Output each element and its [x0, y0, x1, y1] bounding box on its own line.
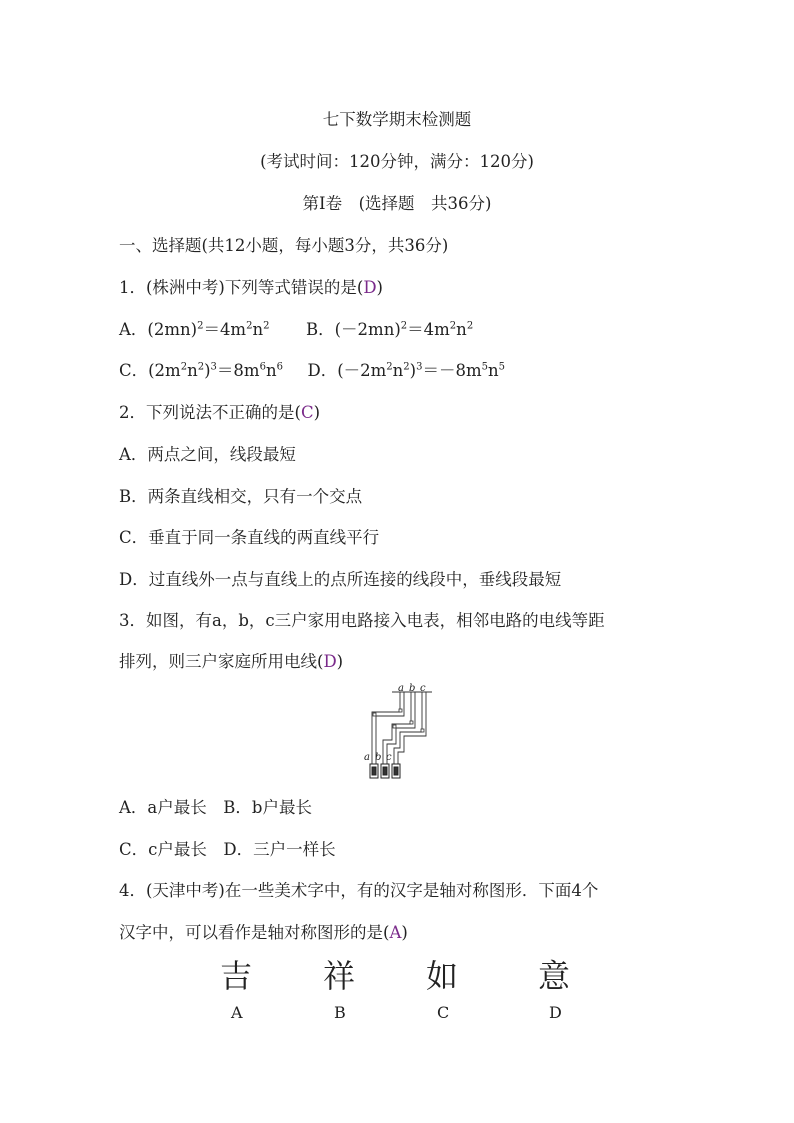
question-1-options-ab — [119, 316, 473, 340]
char-option-a: 吉 — [220, 957, 253, 995]
fig-bottom-label-a: a — [364, 752, 370, 763]
q3-options-ab: A．a户最长 B．b户最长 — [119, 798, 312, 817]
corner-mark — [373, 713, 376, 716]
char-label-c: C — [437, 1003, 450, 1022]
char-label-d: D — [549, 1003, 562, 1022]
q2-option-d: D．过直线外一点与直线上的点所连接的线段中，垂线段最短 — [119, 570, 562, 589]
fig-bottom-label-c: c — [386, 752, 392, 763]
question-3-stem-line1: 3．如图，有a，b，c三户家用电路接入电表，相邻电路的电线等距 — [119, 611, 605, 630]
question-1-stem — [119, 274, 383, 298]
corner-mark — [399, 709, 402, 712]
q1-answer: D — [363, 278, 377, 297]
question-4-stem-line2 — [119, 919, 408, 943]
question-1-options-cd — [119, 357, 505, 381]
corner-mark — [393, 725, 396, 728]
char-option-c: 如 — [426, 957, 459, 995]
q1-option-a: A．$(2mn)^2=4m^2n^2$ — [119, 320, 270, 339]
meter-c-dial — [394, 767, 398, 775]
section-heading: 一、选择题(共12小题，每小题3分，共36分) — [119, 236, 449, 255]
q3-stem-text: 排列，则三户家庭所用电线( — [119, 652, 324, 671]
q1-option-c: C．$(2m^2n^2)^3=8m^6n^6$ — [119, 361, 283, 380]
meter-b-dial — [383, 767, 387, 775]
exam-info: (考试时间：120分钟，满分：120分) — [260, 152, 534, 171]
char-label-a: A — [231, 1003, 243, 1022]
char-option-b: 祥 — [323, 957, 356, 995]
q3-options-cd: C．c户最长 D．三户一样长 — [119, 840, 336, 859]
q4-close: ) — [401, 923, 408, 942]
q3-answer: D — [323, 652, 337, 671]
fig-top-label-b: b — [409, 683, 416, 694]
meter-a-dial — [372, 767, 376, 775]
fig-top-label-c: c — [420, 683, 426, 694]
q2-option-b: B．两条直线相交，只有一个交点 — [119, 487, 363, 506]
question-3-stem-line2 — [119, 648, 343, 672]
q2-option-c: C．垂直于同一条直线的两直线平行 — [119, 528, 380, 547]
q2-stem-text: 2．下列说法不正确的是( — [119, 403, 301, 422]
q1-option-d: D．$(-2m^2n^2)^3=-8m^5n^5$ — [307, 361, 506, 380]
q4-answer: A — [389, 923, 402, 942]
q1-option-b: B．$(-2mn)^2=4m^2n^2$ — [305, 320, 474, 339]
page-title: 七下数学期末检测题 — [322, 110, 472, 129]
corner-mark — [421, 729, 424, 732]
q3-close: ) — [336, 652, 344, 671]
q2-answer: C — [300, 403, 314, 422]
q1-stem-text: 1．(株洲中考)下列等式错误的是( — [119, 278, 364, 297]
volume-heading: 第Ⅰ卷 (选择题 共36分) — [302, 194, 492, 213]
q4-stem-text: 汉字中，可以看作是轴对称图形的是( — [119, 923, 390, 942]
q1-close: ) — [376, 278, 383, 297]
question-2-stem — [119, 399, 320, 423]
q2-close: ) — [313, 403, 320, 422]
question-4-stem-line1: 4．(天津中考)在一些美术字中，有的汉字是轴对称图形．下面4个 — [119, 881, 599, 900]
fig-top-label-a: a — [398, 683, 404, 694]
circuit-diagram — [362, 682, 432, 782]
char-option-d: 意 — [538, 957, 571, 995]
char-label-b: B — [334, 1003, 346, 1022]
fig-bottom-label-b: b — [375, 752, 382, 763]
corner-mark — [410, 721, 413, 724]
q2-option-a: A．两点之间，线段最短 — [119, 445, 296, 464]
